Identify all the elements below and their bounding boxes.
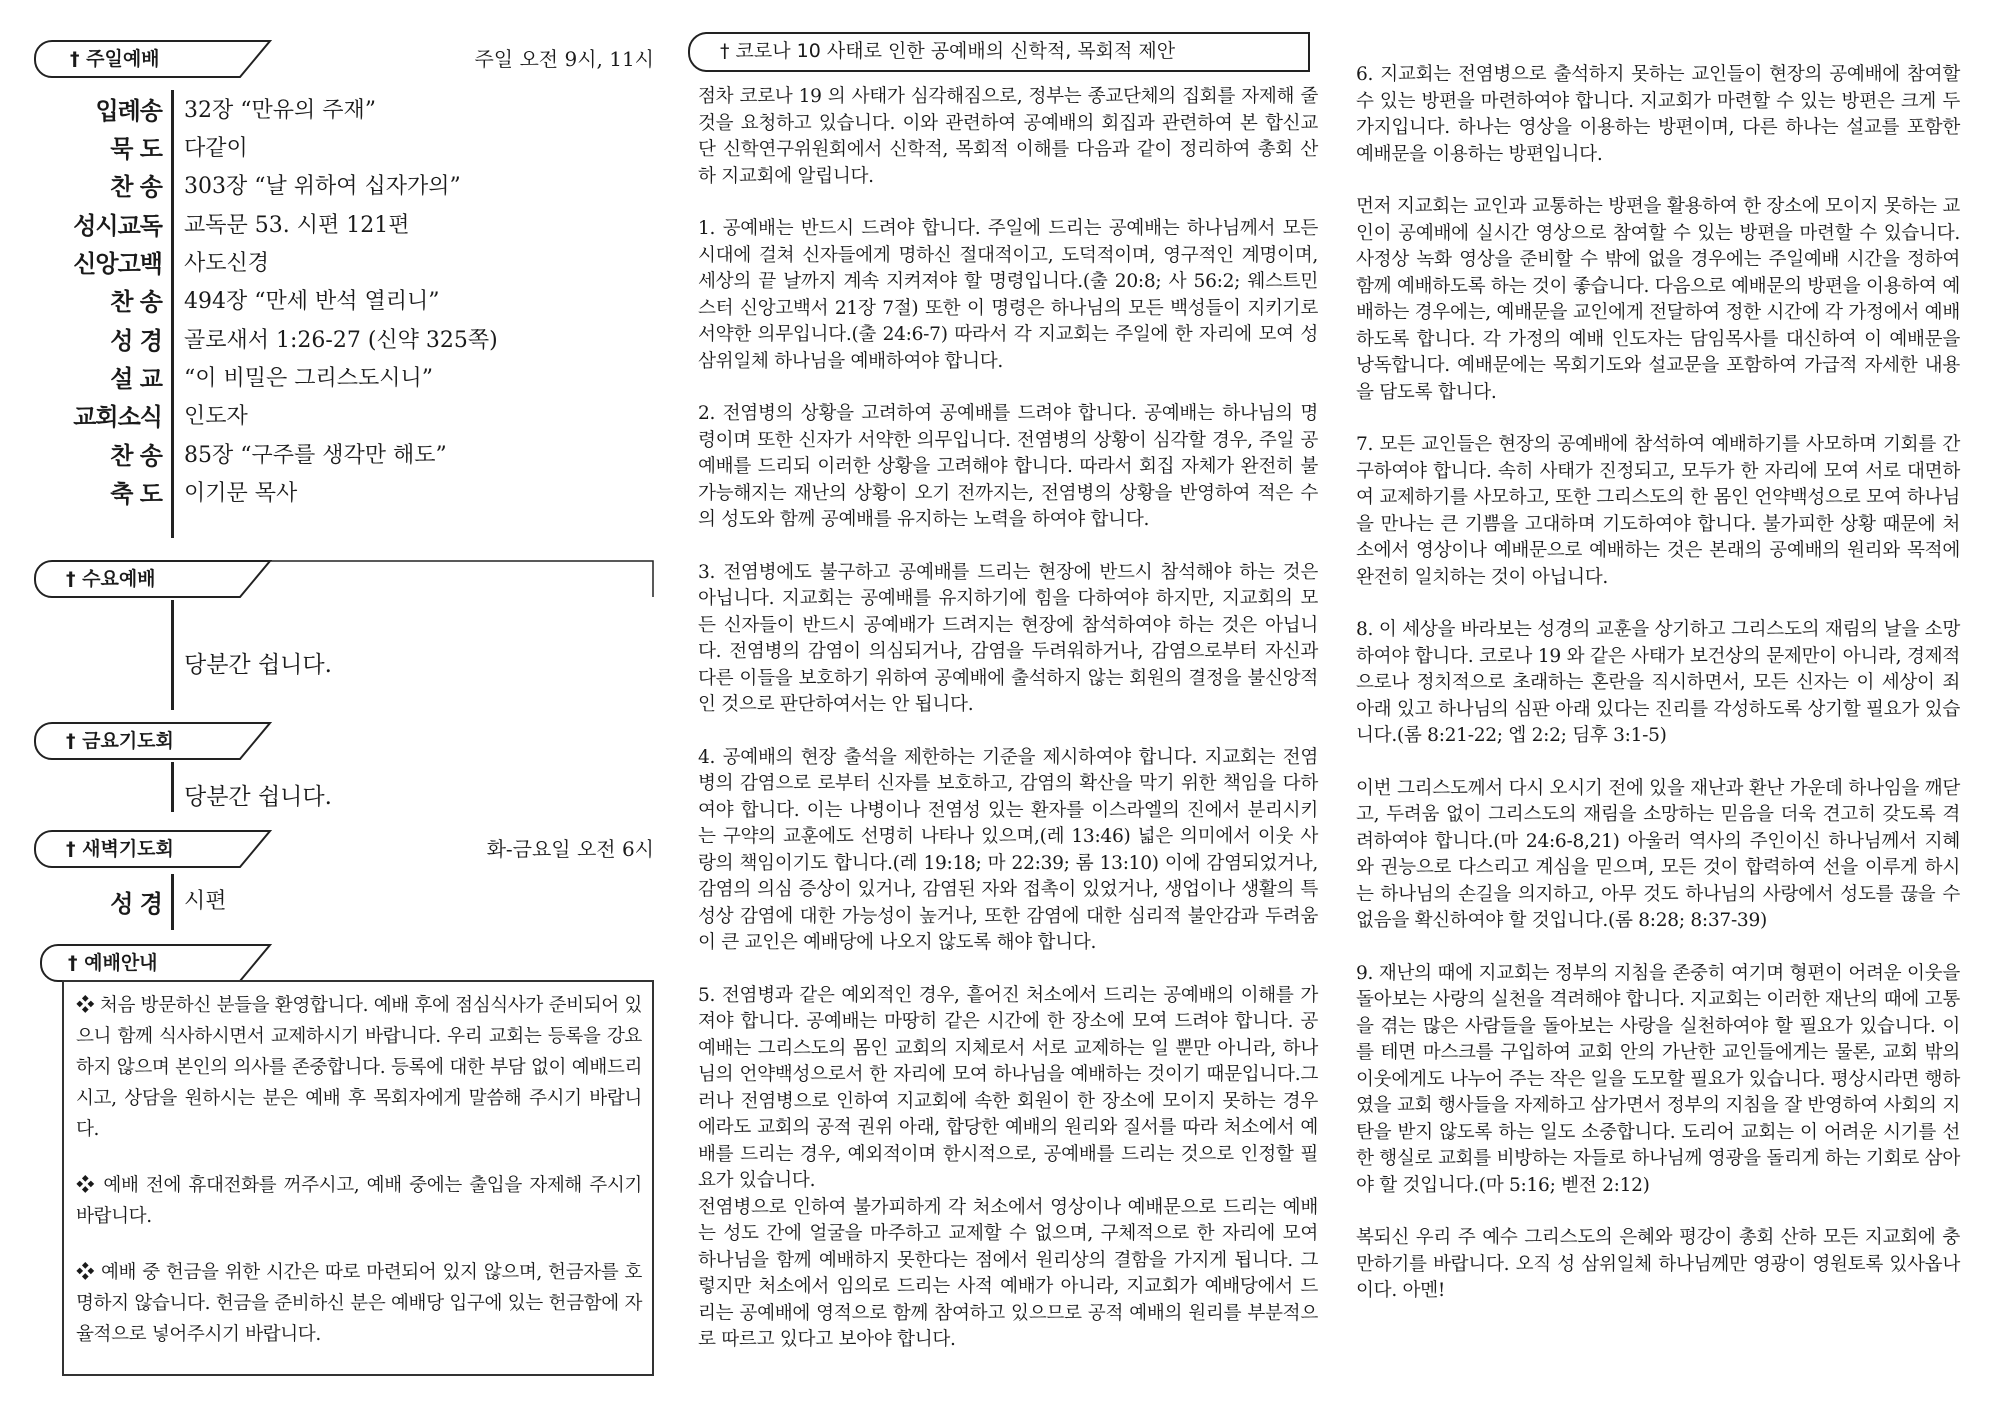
dawn-scripture-value: 시편 [184, 889, 227, 914]
order-item [70, 322, 670, 360]
worship-notice-title: † 예배안내 [68, 952, 158, 974]
article-column-middle [698, 84, 1318, 1380]
wednesday-worship-title: † 수요예배 [66, 568, 156, 590]
article-section: 전염병으로 인하여 불가피하게 각 처소에서 영상이나 예배문으로 드리는 예배는 성도 간에 얼굴을 마주하고 교제할 수 없으며, 구체적으로 한 자리에 모여 하나님을 함께 예배하지 못한다는 점에서 원리상의 결함을 가지게 됩니다. 그렇지만 처소에서 임의로 드리는 사적 예배가 아니라, 지교회가 예배당에서 드리는 공예배에 영적으로 함께 참여하고 있으므로 공적 예배의 원리를 부분적으로 따르고 있다고 보아야 합니다. [698, 1196, 1318, 1350]
wednesday-worship-tab [34, 560, 654, 598]
order-item [70, 92, 670, 130]
article-intro: 점차 코로나 19 의 사태가 심각해짐으로, 정부는 종교단체의 집회를 자제해 줄 것을 요청하고 있습니다. 이와 관련하여 공예배의 회집과 관련하여 본 합신교단 신학연구위원회에서 신학적, 목회적 이해를 다음과 같이 정리하여 총회 산하 지교회에 알립니다. [698, 86, 1318, 187]
order-item [70, 207, 670, 245]
sunday-worship-tab [34, 40, 654, 78]
order-item-value: 303장 “날 위하여 십자가의” [184, 174, 461, 199]
article-section: 8. 이 세상을 바라보는 성경의 교훈을 상기하고 그리스도의 재림의 날을 소망하여야 합니다. 코로나 19 와 같은 사태가 보건상의 문제만이 아니라, 경제적으로나 정치적으로 초래하는 혼란을 직시하면서, 모든 신자는 이 세상이 죄 아래 있고 하나님의 심판 아래 있다는 진리를 각성하도록 상기할 필요가 있습니다.(롬 8:21-22; 엡 2:2; 딤후 3:1-5) [1356, 619, 1960, 746]
article-section: 2. 전염병의 상황을 고려하여 공예배를 드려야 합니다. 공예배는 하나님의 명령이며 또한 신자가 서약한 의무입니다. 전염병의 상황이 심각할 경우, 주일 공예배를 드리되 이러한 상황을 고려해야 합니다. 따라서 회집 자체가 완전히 불가능해지는 재난의 상황이 오기 전까지는, 전염병의 상황을 반영하여 적은 수의 성도와 함께 공예배를 유지하는 노력을 하여야 합니다. [698, 403, 1318, 530]
notice-paragraph: ❖ 예배 중 헌금을 위한 시간은 따로 마련되어 있지 않으며, 헌금자를 호명하지 않습니다. 헌금을 준비하신 분은 예배당 입구에 있는 헌금함에 자율적으로 넣어주시기 바랍니다. [76, 1262, 642, 1345]
order-item-label: 묵 도 [110, 134, 162, 163]
order-item-value: “이 비밀은 그리스도시니” [184, 366, 434, 391]
order-item-value: 골로새서 1:26-27 (신약 325쪽) [184, 328, 498, 353]
order-item [70, 130, 670, 168]
dawn-prayer-time: 화-금요일 오전 6시 [486, 837, 654, 861]
order-item [70, 245, 670, 283]
dawn-prayer-title: † 새벽기도회 [66, 838, 174, 860]
order-item [70, 475, 670, 513]
friday-status: 당분간 쉽니다. [184, 784, 332, 810]
dawn-prayer-tab [34, 830, 654, 868]
order-item-label: 찬 송 [110, 287, 162, 316]
article-section: 4. 공예배의 현장 출석을 제한하는 기준을 제시하여야 합니다. 지교회는 전염병의 감염으로 로부터 신자를 보호하고, 감염의 확산을 막기 위한 책임을 다하여야 합니다. 이는 나병이나 전염성 있는 환자를 이스라엘의 진에서 분리시키는 구약의 교훈에도 선명히 나타나 있으며,(레 13:46) 넓은 의미에서 이웃 사랑의 책임이기도 합니다.(레 19:18; 마 22:39; 롬 13:10) 이에 감염되었거나, 감염의 의심 증상이 있거나, 감염된 자와 접촉이 있었거나, 생업이나 생활의 특성상 감염에 대한 가능성이 높거나, 또한 감염에 대한 심리적 불안감과 두려움이 큰 교인은 예배당에 나오지 않도록 해야 합니다. [698, 746, 1318, 953]
article-section: 먼저 지교회는 교인과 교통하는 방편을 활용하여 한 장소에 모이지 못하는 교인이 공예배에 실시간 영상으로 참여할 수 있는 방편을 마련할 수 있습니다. 사정상 녹화 영상을 준비할 수 밖에 없을 경우에는 주일예배 시간을 정하여 함께 예배하도록 하는 것이 좋습니다. 다음으로 예배문의 방편을 이용하여 예배하는 경우에는, 예배문을 교인에게 전달하여 정한 시간에 각 가정에서 예배하도록 합니다. 각 가정의 예배 인도자는 담임목사를 대신하여 이 예배문을 낭독합니다. 예배문에는 목회기도와 설교문을 포함하여 가급적 자세한 내용을 담도록 합니다. [1356, 196, 1960, 403]
article-title: † 코로나 10 사태로 인한 공예배의 신학적, 목회적 제안 [720, 40, 1176, 62]
order-item-value: 32장 “만유의 주재” [184, 98, 376, 123]
order-item-label: 찬 송 [110, 441, 162, 470]
order-item-value: 사도신경 [184, 251, 270, 276]
article-title-tab [688, 32, 1310, 70]
order-item-label: 신앙고백 [73, 249, 162, 278]
article-section: 9. 재난의 때에 지교회는 정부의 지침을 존중히 여기며 형편이 어려운 이웃을 돌아보는 사랑의 실천을 격려해야 합니다. 지교회는 이러한 재난의 때에 고통을 겪는 많은 사람들을 돌아보는 사랑을 실천하여야 할 필요가 있습니다. 이를 테면 마스크를 구입하여 교회 안의 가난한 교인들에게는 물론, 교회 밖의 이웃에게도 나누어 주는 작은 일을 도모할 필요가 있습니다. 평상시라면 행하였을 교회 행사들을 자제하고 삼가면서 정부의 지침을 잘 반영하여 사회의 지탄을 받지 않도록 하는 일도 소중합니다. 도리어 교회는 이 어려운 시기를 선한 행실로 교회를 비방하는 자들로 하나님께 영광을 돌리게 하는 기회로 삼아야 할 것입니다.(마 5:16; 벧전 2:12) [1356, 962, 1960, 1196]
order-item-value: 85장 “구주를 생각만 해도” [184, 443, 447, 468]
order-item-value: 494장 “만세 반석 열리니” [184, 289, 440, 314]
order-item-label: 성 경 [110, 326, 162, 355]
order-item [70, 283, 670, 321]
order-item-label: 교회소식 [73, 402, 162, 431]
article-section: 이번 그리스도께서 다시 오시기 전에 있을 재난과 환난 가운데 하나임을 깨닫고, 두려움 없이 그리스도의 재림을 소망하는 믿음을 더욱 견고히 갖도록 격려하여야 합니다.(마 24:6-8,21) 아울러 역사의 주인이신 하나님께서 지혜와 권능으로 다스리고 계심을 믿으며, 모든 것이 합력하여 선을 이루게 하시는 하나님의 손길을 의지하고, 아무 것도 하나님의 사랑에서 성도를 끊을 수 없음을 확신하여야 할 것입니다.(롬 8:28; 8:37-39) [1356, 777, 1960, 931]
order-item-value: 다같이 [184, 136, 248, 161]
dawn-scripture-label: 성 경 [110, 889, 162, 918]
article-column-right [1356, 62, 1960, 1331]
notice-paragraph: ❖ 처음 방문하신 분들을 환영합니다. 예배 후에 점심식사가 준비되어 있으니 함께 식사하시면서 교제하시기 바랍니다. 우리 교회는 등록을 강요하지 않으며 본인의 의사를 존중합니다. 등록에 대한 부담 없이 예배드리시고, 상담을 원하시는 분은 예배 후 목회자에게 말씀해 주시기 바랍니다. [76, 995, 642, 1140]
dawn-divider [171, 874, 174, 930]
wednesday-divider [171, 600, 174, 710]
order-item-label: 설 교 [110, 364, 162, 393]
order-item-value: 교독문 53. 시편 121편 [184, 213, 410, 238]
sunday-worship-title: † 주일예배 [70, 48, 160, 70]
article-section: 1. 공예배는 반드시 드려야 합니다. 주일에 드리는 공예배는 하나님께서 모든 시대에 걸쳐 신자들에게 명하신 절대적이고, 도덕적이며, 영구적인 계명이며, 세상의 끝 날까지 계속 지켜져야 할 명령입니다.(출 20:8; 사 56:2; 웨스트민스터 신앙고백서 21장 7절) 또한 이 명령은 하나님의 모든 백성들이 지키기로 서약한 의무입니다.(출 24:6-7) 따라서 각 지교회는 주일에 한 자리에 모여 성 삼위일체 하나님을 예배하여야 합니다. [698, 218, 1318, 372]
article-section: 3. 전염병에도 불구하고 공예배를 드리는 현장에 반드시 참석해야 하는 것은 아닙니다. 지교회는 공예배를 유지하기에 힘을 다하여야 하지만, 지교회의 모든 신자들이 반드시 공예배가 드려지는 현장에 참석하여야 하는 것은 아닙니다. 전염병의 감염이 의심되거나, 감염을 두려워하거나, 감염으로부터 자신과 다른 이들을 보호하기 위하여 공예배에 출석하지 않는 회원의 결정을 불신앙적인 것으로 판단하여서는 안 됩니다. [698, 561, 1318, 715]
order-item [70, 360, 670, 398]
worship-notice-box [62, 980, 654, 1376]
wednesday-status: 당분간 쉽니다. [184, 652, 332, 678]
order-item [70, 168, 670, 206]
worship-notice-tab [40, 944, 300, 982]
article-closing: 복되신 우리 주 예수 그리스도의 은혜와 평강이 총회 산하 모든 지교회에 충만하기를 바랍니다. 오직 성 삼위일체 하나님께만 영광이 영원토록 있사옵나이다. 아멘! [1356, 1227, 1960, 1301]
order-item-value: 이기문 목사 [184, 481, 298, 506]
order-item-label: 성시교독 [73, 211, 162, 240]
order-item-label: 축 도 [110, 479, 162, 508]
order-item [70, 398, 670, 436]
article-section: 5. 전염병과 같은 예외적인 경우, 흩어진 처소에서 드리는 공예배의 이해를 가져야 합니다. 공예배는 마땅히 같은 시간에 한 장소에 모여 드려야 합니다. 공예배는 그리스도의 몸인 교회의 지체로서 서로 교제하는 일 뿐만 아니라, 하나님의 언약백성으로서 한 자리에 모여 하나님을 예배하는 것이기 때문입니다.그러나 전염병으로 인하여 지교회에 속한 회원이 한 장소에 모이지 못하는 경우에라도 교회의 공적 권위 아래, 합당한 예배의 원리와 질서를 따라 처소에서 예배를 드리는 경우, 예외적이며 한시적으로, 공예배를 드리는 것으로 인정할 필요가 있습니다. [698, 984, 1319, 1191]
order-item [70, 437, 670, 475]
order-item-label: 찬 송 [110, 172, 162, 201]
article-section: 7. 모든 교인들은 현장의 공예배에 참석하여 예배하기를 사모하며 기회를 간구하여야 합니다. 속히 사태가 진정되고, 모두가 한 자리에 모여 서로 대면하여 교제하기를 사모하고, 또한 그리스도의 한 몸인 언약백성으로 모여 하나님을 만나는 큰 기쁨을 고대하며 기도하여야 합니다. 불가피한 상황 때문에 처소에서 영상이나 예배문으로 예배하는 것은 본래의 공예배의 원리와 목적에 완전히 일치하는 것이 아닙니다. [1356, 434, 1960, 588]
notice-paragraph: ❖ 예배 전에 휴대전화를 꺼주시고, 예배 중에는 출입을 자제해 주시기 바랍니다. [76, 1175, 642, 1227]
article-section: 6. 지교회는 전염병으로 출석하지 못하는 교인들이 현장의 공예배에 참여할 수 있는 방편을 마련하여야 합니다. 지교회가 마련할 수 있는 방편은 크게 두 가지입니다. 하나는 영상을 이용하는 방편이며, 다른 하나는 설교를 포함한 예배문을 이용하는 방편입니다. [1356, 64, 1960, 165]
friday-prayer-title: † 금요기도회 [66, 730, 174, 752]
friday-divider [171, 762, 174, 812]
friday-prayer-tab [34, 722, 654, 760]
order-item-label: 입례송 [95, 96, 162, 125]
order-item-value: 인도자 [184, 404, 248, 429]
sunday-worship-time: 주일 오전 9시, 11시 [474, 47, 654, 71]
